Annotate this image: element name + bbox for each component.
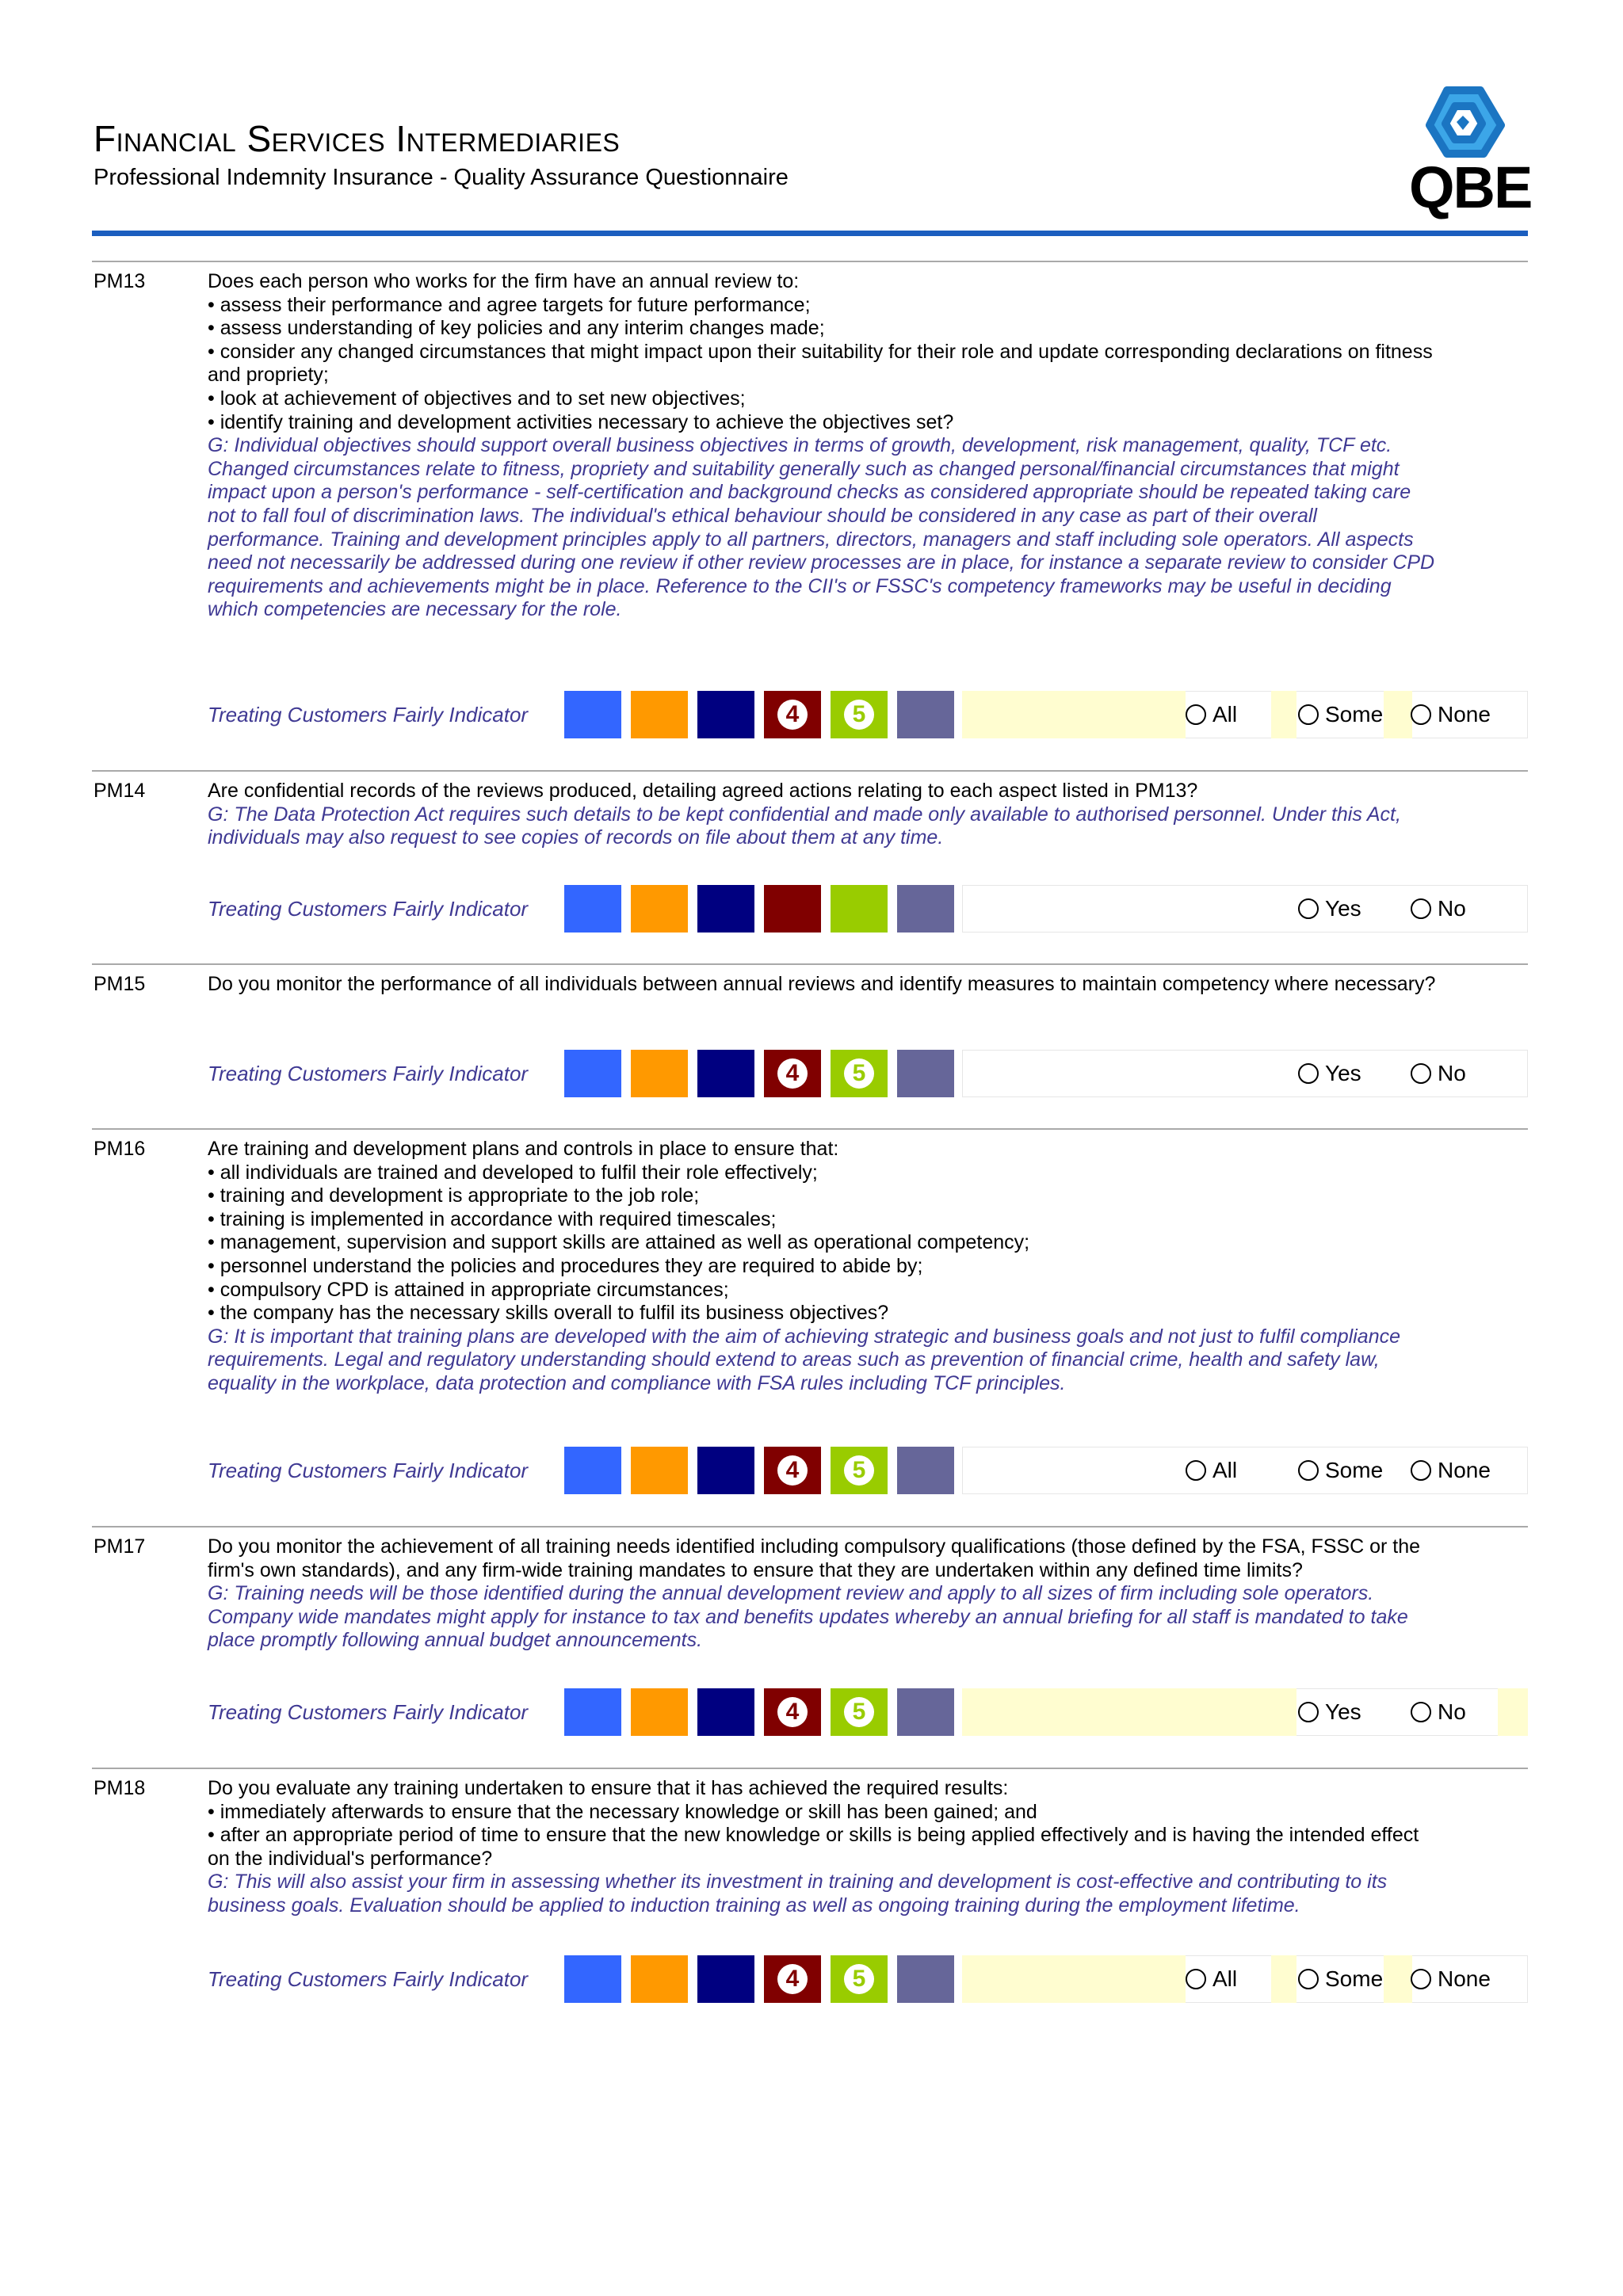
question-id: PM17 [94, 1535, 146, 1558]
tcf-indicator-square [897, 1447, 954, 1494]
question-text [208, 780, 1523, 850]
guidance-line: impact upon a person's performance - self-certification and background checks as considered appropriate should be repeated taking care [208, 481, 1411, 504]
guidance-line: Changed circumstances relate to fitness, propriety and suitability generally such as changed personal/financial circumstances that might [208, 457, 1400, 480]
tcf-indicator-square [564, 1688, 621, 1736]
tcf-indicator-square [897, 885, 954, 933]
question-line: • immediately afterwards to ensure that the necessary knowledge or skill has been gained; and [208, 1800, 1037, 1823]
tcf-indicator-square [697, 1688, 754, 1736]
option-all[interactable] [1186, 691, 1237, 738]
option-no[interactable] [1411, 1050, 1466, 1097]
tcf-principle-number: 4 [777, 700, 808, 730]
guidance-line: G: The Data Protection Act requires such details to be kept confidential and made only available to authorised personnel. Under this Act, [208, 803, 1401, 826]
tcf-indicator-square [764, 885, 821, 933]
tcf-indicator-square [631, 885, 688, 933]
question-line: • personnel understand the policies and procedures they are required to abide by; [208, 1254, 923, 1277]
tcf-indicator-square [831, 1050, 888, 1097]
question-text [208, 1777, 1523, 1918]
question-line: firm's own standards), and any firm-wide training mandates to ensure that they are undertaken within any defined time limits? [208, 1558, 1303, 1581]
guidance-line: equality in the workplace, data protection and compliance with FSA rules including TCF principles. [208, 1371, 1066, 1394]
option-yes[interactable] [1298, 1050, 1361, 1097]
tcf-principle-number: 4 [777, 1964, 808, 1994]
guidance-line: G: This will also assist your firm in assessing whether its investment in training and development is cost-effective and contributing to its [208, 1871, 1388, 1894]
option-some[interactable] [1298, 691, 1383, 738]
question-line: • assess understanding of key policies and any interim changes made; [208, 317, 825, 340]
radio-circle-icon[interactable] [1298, 1460, 1319, 1481]
option-label: All [1212, 1966, 1238, 1991]
guidance-line: G: It is important that training plans are developed with the aim of achieving strategic and business goals and not just to fulfil compliance [208, 1325, 1401, 1348]
tcf-indicator-square [897, 691, 954, 738]
option-none[interactable] [1411, 1447, 1491, 1494]
option-label: No [1438, 1061, 1466, 1085]
question-text [208, 973, 1523, 997]
question-divider [92, 261, 1528, 262]
tcf-principle-number: 5 [844, 1058, 874, 1089]
tcf-principle-number: 5 [844, 1964, 874, 1994]
question-line: • training and development is appropriate to the job role; [208, 1184, 700, 1207]
question-line: • compulsory CPD is attained in appropriate circumstances; [208, 1278, 729, 1301]
tcf-indicator-square [764, 1955, 821, 2003]
question-divider [92, 963, 1528, 965]
tcf-indicator-label: Treating Customers Fairly Indicator [208, 1967, 529, 1991]
question-line: • after an appropriate period of time to ensure that the new knowledge or skills is being applied effectively and is having the intended effect [208, 1824, 1419, 1847]
option-label: Yes [1325, 1699, 1361, 1724]
answer-highlight [1384, 1955, 1412, 2003]
page-title: Financial Services Intermediaries [94, 118, 621, 159]
question-divider [92, 1768, 1528, 1769]
radio-circle-icon[interactable] [1186, 1969, 1206, 1989]
option-label: No [1438, 1699, 1466, 1724]
tcf-indicator-square [631, 691, 688, 738]
option-label: Yes [1325, 1061, 1361, 1085]
tcf-indicator-square [564, 1447, 621, 1494]
tcf-indicator-label: Treating Customers Fairly Indicator [208, 1062, 529, 1085]
tcf-indicator-square [697, 1955, 754, 2003]
guidance-line: performance. Training and development principles apply to all partners, directors, managers and staff including sole operators. All aspects [208, 528, 1414, 551]
option-yes[interactable] [1298, 1688, 1361, 1736]
tcf-indicator-square [564, 1955, 621, 2003]
tcf-principle-number: 5 [844, 1455, 874, 1486]
answer-highlight [1384, 691, 1412, 738]
guidance-line: requirements. Legal and regulatory understanding should extend to areas such as prevention of financial crime, health and safety law, [208, 1348, 1380, 1371]
tcf-principle-number: 5 [844, 700, 874, 730]
tcf-indicator-square [897, 1688, 954, 1736]
radio-circle-icon[interactable] [1298, 704, 1319, 725]
radio-circle-icon[interactable] [1411, 1702, 1431, 1722]
question-divider [92, 1526, 1528, 1527]
tcf-principle-number: 4 [777, 1455, 808, 1486]
option-label: None [1438, 1966, 1491, 1991]
radio-circle-icon[interactable] [1298, 898, 1319, 919]
question-line: • all individuals are trained and developed to fulfil their role effectively; [208, 1161, 818, 1184]
option-label: Some [1325, 702, 1384, 727]
option-no[interactable] [1411, 885, 1466, 933]
tcf-indicator-square [697, 691, 754, 738]
guidance-line: individuals may also request to see copies of records on file about them at any time. [208, 826, 944, 849]
guidance-line: need not necessarily be addressed during one review if other review processes are in place, for instance a separate review to consider CPD [208, 551, 1435, 574]
question-line: • look at achievement of objectives and to set new objectives; [208, 387, 746, 410]
guidance-line: G: Individual objectives should support overall business objectives in terms of growth, development, risk management, quality, TCF etc. [208, 434, 1392, 457]
question-divider [92, 1128, 1528, 1130]
option-label: None [1438, 702, 1491, 727]
question-line: • training is implemented in accordance with required timescales; [208, 1207, 777, 1230]
guidance-line: place promptly following annual budget announcements. [208, 1629, 703, 1652]
option-all[interactable] [1186, 1955, 1237, 2003]
qbe-logo-text: QBE [1409, 154, 1532, 220]
option-label: Some [1325, 1458, 1384, 1482]
guidance-line: which competencies are necessary for the role. [208, 598, 622, 621]
tcf-indicator-label: Treating Customers Fairly Indicator [208, 703, 529, 727]
tcf-indicator-label: Treating Customers Fairly Indicator [208, 897, 529, 921]
option-label: All [1212, 702, 1238, 727]
guidance-line: business goals. Evaluation should be applied to induction training as well as ongoing training during the employment lifetime. [208, 1894, 1300, 1917]
radio-circle-icon[interactable] [1186, 704, 1206, 725]
option-some[interactable] [1298, 1447, 1383, 1494]
question-id: PM13 [94, 270, 146, 292]
tcf-indicator-square [631, 1955, 688, 2003]
tcf-indicator-square [564, 1050, 621, 1097]
tcf-indicator-square [564, 885, 621, 933]
tcf-principle-number: 4 [777, 1697, 808, 1727]
tcf-indicator-square [764, 1688, 821, 1736]
tcf-indicator-square [831, 1688, 888, 1736]
tcf-principle-number: 5 [844, 1697, 874, 1727]
question-text [208, 1138, 1523, 1396]
option-label: All [1212, 1458, 1238, 1482]
tcf-indicator-square [564, 691, 621, 738]
question-line: Do you monitor the achievement of all training needs identified including compulsory qualifications (those defined by the FSA, FSSC or the [208, 1535, 1421, 1558]
header-divider [92, 231, 1528, 236]
tcf-indicator-label: Treating Customers Fairly Indicator [208, 1459, 529, 1482]
question-divider [92, 770, 1528, 772]
question-line: • identify training and development activities necessary to achieve the objectives set? [208, 410, 954, 433]
tcf-indicator-square [764, 1447, 821, 1494]
option-none[interactable] [1411, 1955, 1491, 2003]
question-line: Are confidential records of the reviews produced, detailing agreed actions relating to each aspect listed in PM13? [208, 780, 1198, 802]
tcf-indicator-square [831, 1955, 888, 2003]
option-label: Some [1325, 1966, 1384, 1991]
question-id: PM16 [94, 1138, 146, 1160]
question-id: PM15 [94, 973, 146, 995]
radio-circle-icon[interactable] [1411, 704, 1431, 725]
tcf-indicator-square [697, 1050, 754, 1097]
radio-circle-icon[interactable] [1411, 1969, 1431, 1989]
answer-highlight [1498, 1688, 1528, 1736]
radio-circle-icon[interactable] [1411, 898, 1431, 919]
tcf-indicator-square [631, 1688, 688, 1736]
radio-circle-icon[interactable] [1186, 1460, 1206, 1481]
option-all[interactable] [1186, 1447, 1237, 1494]
radio-circle-icon[interactable] [1298, 1969, 1319, 1989]
tcf-indicator-square [897, 1050, 954, 1097]
question-line: • management, supervision and support skills are attained as well as operational competency; [208, 1231, 1030, 1254]
question-line: • the company has the necessary skills overall to fulfil its business objectives? [208, 1302, 889, 1325]
tcf-indicator-square [764, 691, 821, 738]
answer-highlight [962, 691, 1186, 738]
page-subtitle: Professional Indemnity Insurance - Quality Assurance Questionnaire [94, 165, 789, 190]
tcf-indicator-square [697, 1447, 754, 1494]
option-label: No [1438, 896, 1466, 921]
tcf-indicator-square [831, 691, 888, 738]
question-text [208, 1535, 1523, 1653]
question-line: Do you evaluate any training undertaken to ensure that it has achieved the required results: [208, 1777, 1009, 1799]
question-line: Are training and development plans and controls in place to ensure that: [208, 1138, 839, 1160]
option-none[interactable] [1411, 691, 1491, 738]
tcf-indicator-square [631, 1050, 688, 1097]
tcf-indicator-square [764, 1050, 821, 1097]
answer-highlight [962, 1955, 1186, 2003]
option-some[interactable] [1298, 1955, 1383, 2003]
question-line: • consider any changed circumstances that might impact upon their suitability for their role and update corresponding declarations on fitness [208, 340, 1433, 363]
question-line: Does each person who works for the firm have an annual review to: [208, 270, 800, 292]
option-label: None [1438, 1458, 1491, 1482]
question-line: and propriety; [208, 364, 329, 387]
tcf-indicator-square [831, 1447, 888, 1494]
answer-highlight [1271, 1955, 1296, 2003]
question-id: PM18 [94, 1777, 146, 1799]
tcf-indicator-square [831, 885, 888, 933]
guidance-line: Company wide mandates might apply for instance to tax and benefits updates whereby an annual briefing for all staff is mandated to take [208, 1605, 1408, 1628]
option-yes[interactable] [1298, 885, 1361, 933]
guidance-line: requirements and achievements might be in place. Reference to the CII's or FSSC's competency frameworks may be useful in deciding [208, 574, 1392, 597]
question-text [208, 270, 1523, 622]
answer-highlight [1271, 691, 1296, 738]
question-id: PM14 [94, 780, 146, 802]
radio-circle-icon[interactable] [1298, 1702, 1319, 1722]
tcf-indicator-label: Treating Customers Fairly Indicator [208, 1700, 529, 1724]
radio-circle-icon[interactable] [1411, 1460, 1431, 1481]
question-line: • assess their performance and agree targets for future performance; [208, 293, 811, 316]
radio-circle-icon[interactable] [1298, 1063, 1319, 1084]
question-line: Do you monitor the performance of all individuals between annual reviews and identify measures to maintain competency where necessary? [208, 973, 1436, 995]
tcf-indicator-square [697, 885, 754, 933]
option-label: Yes [1325, 896, 1361, 921]
tcf-indicator-square [631, 1447, 688, 1494]
tcf-indicator-square [897, 1955, 954, 2003]
guidance-line: not to fall foul of discrimination laws. The individual's ethical behaviour should be considered in any case as part of their overall [208, 504, 1317, 527]
tcf-principle-number: 4 [777, 1058, 808, 1089]
radio-circle-icon[interactable] [1411, 1063, 1431, 1084]
guidance-line: G: Training needs will be those identified during the annual development review and apply to all sizes of firm including sole operators. [208, 1582, 1374, 1605]
answer-highlight [962, 1688, 1296, 1736]
option-no[interactable] [1411, 1688, 1466, 1736]
question-line: on the individual's performance? [208, 1847, 493, 1870]
